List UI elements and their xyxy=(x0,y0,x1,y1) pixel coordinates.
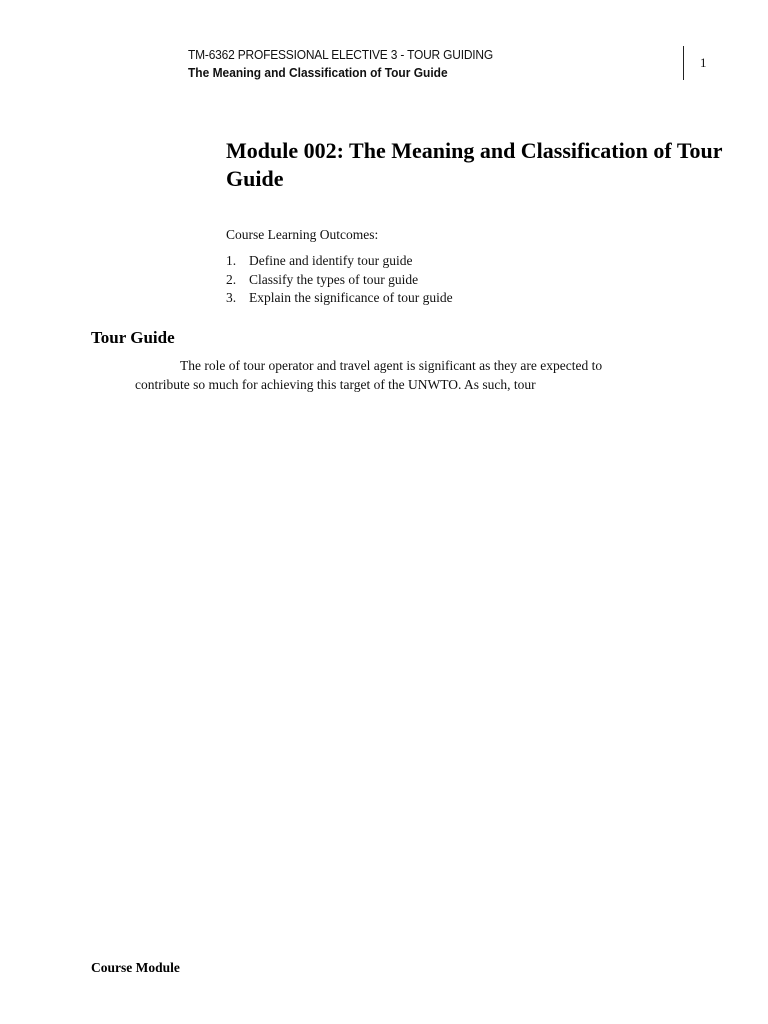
paragraph-line: contribute so much for achieving this target of the UNWTO. As such, tour xyxy=(135,377,536,392)
course-code-title: TM-6362 PROFESSIONAL ELECTIVE 3 - TOUR GUIDING xyxy=(188,47,494,62)
header-subtitle: The Meaning and Classification of Tour Guide xyxy=(188,65,448,80)
outcome-item xyxy=(226,271,686,290)
outcome-number: 2. xyxy=(226,271,237,287)
page-number: 1 xyxy=(700,55,707,70)
outcome-item xyxy=(226,289,686,308)
outcome-item xyxy=(226,252,686,271)
page-number-divider xyxy=(683,46,684,80)
section-paragraph xyxy=(135,356,695,394)
learning-outcomes xyxy=(226,226,686,308)
module-title: Module 002: The Meaning and Classification of Tour Guide xyxy=(226,138,723,191)
outcome-text: Define and identify tour guide xyxy=(249,253,413,268)
outcomes-heading: Course Learning Outcomes: xyxy=(226,227,379,242)
paragraph-line: The role of tour operator and travel agent is significant as they are expected to xyxy=(180,358,603,373)
outcome-text: Explain the significance of tour guide xyxy=(249,290,453,305)
outcome-text: Classify the types of tour guide xyxy=(249,271,419,287)
outcome-number: 3. xyxy=(226,290,237,305)
outcome-number: 1. xyxy=(226,253,237,268)
page-footer: Course Module xyxy=(91,960,180,975)
page-header xyxy=(188,46,668,82)
section-heading: Tour Guide xyxy=(91,328,175,347)
outcomes-list xyxy=(226,252,686,308)
